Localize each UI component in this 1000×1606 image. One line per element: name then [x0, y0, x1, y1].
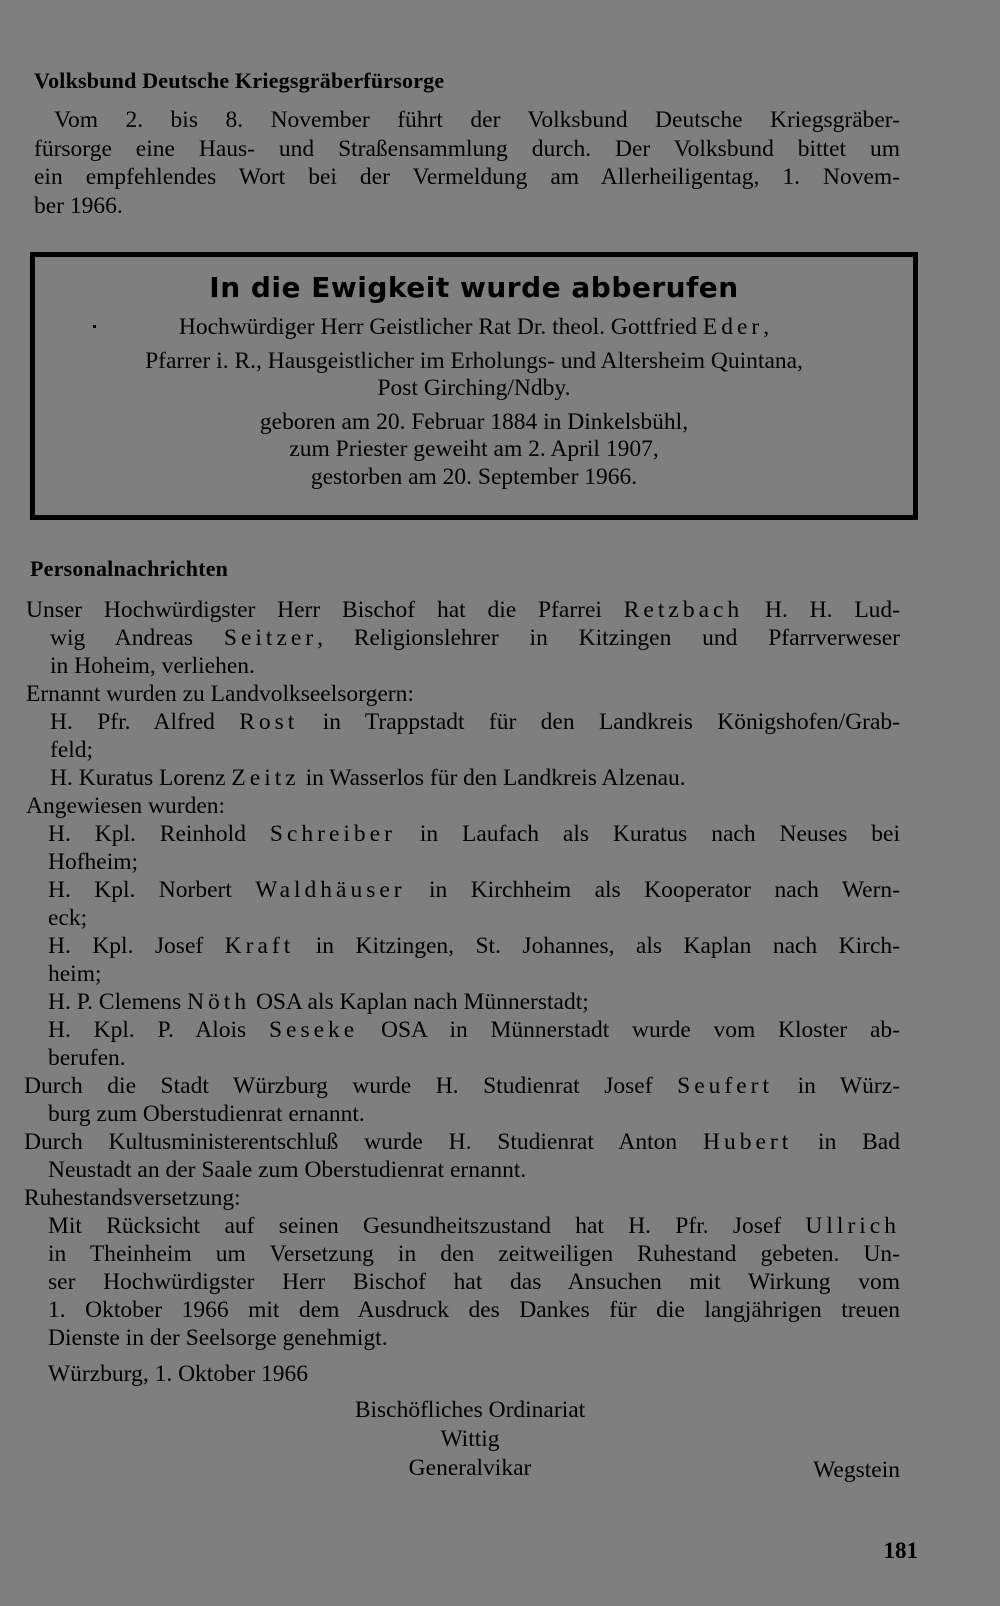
obituary-line: Hochwürdiger Herr Geistlicher Rat Dr. theol. Gottfried Eder,: [178, 314, 770, 340]
list-item: H. Kpl. P. Alois Seseke OSA in Münnerstadt wurde vom Kloster ab-: [48, 1017, 900, 1043]
paragraph-line: Unser Hochwürdigster Herr Bischof hat die Pfarrei Retzbach H. H. Lud-: [26, 597, 901, 623]
paragraph-line: fürsorge eine Haus- und Straßensammlung durch. Der Volksbund bittet um: [34, 136, 900, 162]
paragraph-line: Dienste in der Seelsorge genehmigt.: [48, 1325, 388, 1351]
deceased-name: Eder: [702, 314, 764, 340]
list-item: H. Kpl. Norbert Waldhäuser in Kirchheim als Kooperator nach Wern-: [48, 877, 900, 903]
section-heading-volksbund: Volksbund Deutsche Kriegsgräberfürsorge: [34, 68, 445, 93]
list-item-cont: Hofheim;: [48, 849, 139, 875]
paragraph-line: burg zum Oberstudienrat ernannt.: [48, 1101, 365, 1127]
paragraph-line: Durch die Stadt Würzburg wurde H. Studienrat Josef Seufert in Würz-: [24, 1073, 900, 1099]
paragraph-line: wig Andreas Seitzer, Religionslehrer in Kitzingen und Pfarrverweser: [50, 625, 900, 651]
page-number: 181: [883, 1538, 918, 1563]
list-item-cont: eck;: [48, 905, 88, 931]
signer-title: Generalvikar: [408, 1455, 532, 1481]
paragraph-line: in Hoheim, verliehen.: [50, 653, 255, 679]
list-item: H. Pfr. Alfred Rost in Trappstadt für den Landkreis Königshofen/Grab-: [50, 709, 900, 735]
second-signer-name: Wegstein: [813, 1457, 900, 1483]
list-item-cont: feld;: [50, 737, 94, 763]
list-item: H. Kpl. Reinhold Schreiber in Laufach als Kuratus nach Neuses bei: [48, 821, 900, 847]
obituary-line: Post Girching/Ndby.: [377, 375, 571, 401]
obituary-line: zum Priester geweiht am 2. April 1907,: [289, 436, 659, 462]
obituary-title: In die Ewigkeit wurde abberufen: [209, 271, 739, 304]
list-item: H. Kpl. Josef Kraft in Kitzingen, St. Johannes, als Kaplan nach Kirch-: [48, 933, 900, 959]
section-heading-personal: Personalnachrichten: [30, 556, 229, 581]
paragraph-line: in Theinheim um Versetzung in den zeitweiligen Ruhestand gebeten. Un-: [48, 1241, 900, 1267]
list-item: H. Kuratus Lorenz Zeitz in Wasserlos für den Landkreis Alzenau.: [50, 765, 686, 791]
paragraph-line: Durch Kultusministerentschluß wurde H. Studienrat Anton Hubert in Bad: [24, 1129, 900, 1155]
signer-name: Wittig: [440, 1426, 500, 1452]
place-date: Würzburg, 1. Oktober 1966: [48, 1361, 308, 1387]
list-item: H. P. Clemens Nöth OSA als Kaplan nach Münnerstadt;: [48, 989, 589, 1015]
paragraph-line: Mit Rücksicht auf seinen Gesundheitszustand hat H. Pfr. Josef Ullrich: [48, 1213, 900, 1239]
subheading-ernannt: Ernannt wurden zu Landvolkseelsorgern:: [26, 681, 414, 707]
paragraph-line: ber 1966.: [34, 193, 123, 219]
obituary-box: [30, 252, 918, 520]
paragraph-line: ser Hochwürdigster Herr Bischof hat das Ansuchen mit Wirkung vom: [48, 1269, 900, 1295]
paragraph-line: Vom 2. bis 8. November führt der Volksbund Deutsche Kriegsgräber-: [54, 107, 900, 133]
paragraph-line: 1. Oktober 1966 mit dem Ausdruck des Dankes für die langjährigen treuen: [48, 1297, 900, 1323]
subheading-ruhestand: Ruhestandsversetzung:: [24, 1185, 241, 1211]
obituary-line: Pfarrer i. R., Hausgeistlicher im Erholungs- und Altersheim Quintana,: [145, 348, 803, 374]
paragraph-line: ein empfehlendes Wort bei der Vermeldung am Allerheiligentag, 1. Novem-: [34, 164, 900, 190]
subheading-angewiesen: Angewiesen wurden:: [26, 793, 226, 819]
obituary-line: geboren am 20. Februar 1884 in Dinkelsbühl,: [259, 409, 689, 435]
office-name: Bischöfliches Ordinariat: [354, 1397, 586, 1423]
list-item-cont: berufen.: [48, 1045, 126, 1071]
obituary-line: gestorben am 20. September 1966.: [310, 464, 638, 490]
paragraph-line: Neustadt an der Saale zum Oberstudienrat ernannt.: [48, 1157, 527, 1183]
list-item-cont: heim;: [48, 961, 102, 987]
